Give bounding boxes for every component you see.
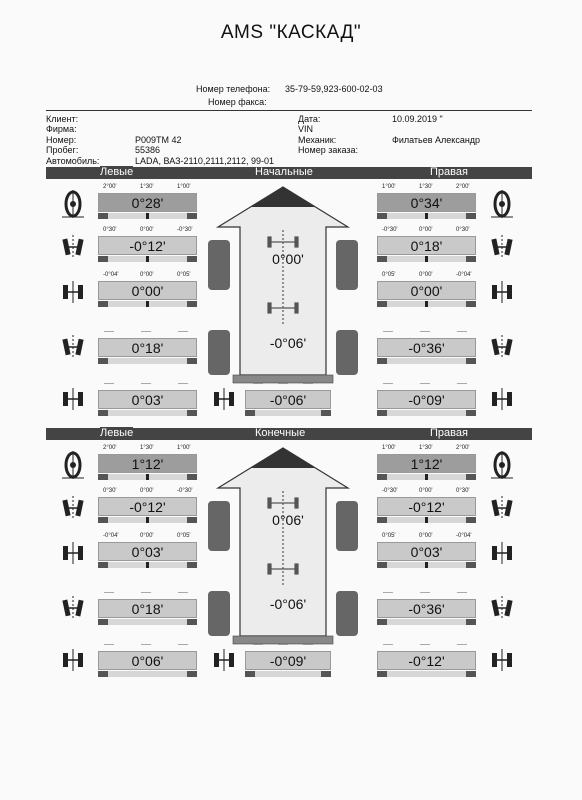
left-rear_camber-tolerance <box>98 619 197 625</box>
section-title: Конечные <box>255 427 306 439</box>
left-scale-label: 2°00' <box>103 184 117 190</box>
thrust-scale-dash: ----- <box>303 381 313 387</box>
right-scale-label: 2°00' <box>456 184 470 190</box>
left-scale-label: 1°30' <box>140 184 154 190</box>
left-toe-icon <box>60 278 86 306</box>
left-rear_toe-icon <box>60 646 86 674</box>
right-camber-value: 1°12' <box>377 454 476 473</box>
left-camber-tolerance <box>98 474 197 480</box>
car-value: LADA, ВАЗ-2110,2111,2112, 99-01 <box>135 156 274 166</box>
right-scale-label: 0°00' <box>419 272 433 278</box>
left-scale-label: 0°00' <box>140 533 154 539</box>
left-caster-value: -0°12' <box>98 236 197 255</box>
right-camber-tolerance <box>377 474 476 480</box>
left-scale-dash: ----- <box>104 590 114 596</box>
right-scale-label: 0°05' <box>382 533 396 539</box>
left-camber-icon <box>60 190 86 218</box>
left-camber-value: 1°12' <box>98 454 197 473</box>
left-scale-dash: ----- <box>141 642 151 648</box>
left-toe-tolerance <box>98 301 197 307</box>
thrust-tolerance <box>245 410 331 416</box>
client-label: Клиент: <box>46 114 79 124</box>
left-scale-dash: ----- <box>104 381 114 387</box>
left-rear_toe-tolerance <box>98 671 197 677</box>
right-scale-dash: ----- <box>383 590 393 596</box>
right-camber-value: 0°34' <box>377 193 476 212</box>
right-scale-label: 1°00' <box>382 445 396 451</box>
right-scale-label: 2°00' <box>456 445 470 451</box>
left-label: Левые <box>100 427 134 439</box>
right-rear_camber-icon <box>489 594 515 622</box>
right-rear_camber-tolerance <box>377 619 476 625</box>
left-toe-tolerance <box>98 562 197 568</box>
left-scale-label: -0°30' <box>177 227 193 233</box>
right-scale-dash: ----- <box>420 329 430 335</box>
right-caster-value: -0°12' <box>377 497 476 516</box>
thrust-left-icon <box>211 385 237 413</box>
right-label: Правая <box>430 427 468 439</box>
thrust-value: -0°06' <box>245 390 331 409</box>
right-rear_camber-value: -0°36' <box>377 338 476 357</box>
right-scale-label: 0°00' <box>419 488 433 494</box>
right-caster-value: 0°18' <box>377 236 476 255</box>
left-scale-label: 0°00' <box>140 272 154 278</box>
right-toe-tolerance <box>377 562 476 568</box>
left-rear_camber-value: 0°18' <box>98 599 197 618</box>
left-caster-icon <box>60 233 86 261</box>
left-scale-label: 0°30' <box>103 227 117 233</box>
left-scale-dash: ----- <box>178 381 188 387</box>
left-camber-tolerance <box>98 213 197 219</box>
left-caster-value: -0°12' <box>98 497 197 516</box>
left-rear_camber-value: 0°18' <box>98 338 197 357</box>
thrust-tolerance <box>245 671 331 677</box>
left-scale-dash: ----- <box>141 329 151 335</box>
left-scale-label: 1°00' <box>177 184 191 190</box>
left-scale-label: -0°04' <box>103 533 119 539</box>
right-camber-icon <box>489 451 515 479</box>
right-label: Правая <box>430 166 468 178</box>
right-rear_camber-tolerance <box>377 358 476 364</box>
right-caster-tolerance <box>377 256 476 262</box>
left-scale-label: 0°00' <box>140 488 154 494</box>
left-scale-label: -0°04' <box>103 272 119 278</box>
car-label: Автомобиль: <box>46 156 100 166</box>
right-scale-dash: ----- <box>457 642 467 648</box>
left-rear_toe-value: 0°06' <box>98 651 197 670</box>
right-scale-label: 0°00' <box>419 533 433 539</box>
right-scale-dash: ----- <box>383 642 393 648</box>
left-camber-value: 0°28' <box>98 193 197 212</box>
right-rear_toe-icon <box>489 385 515 413</box>
thrust-scale-dash: ----- <box>253 642 263 648</box>
left-scale-label: 0°00' <box>140 227 154 233</box>
right-scale-dash: ----- <box>383 329 393 335</box>
left-rear_toe-tolerance <box>98 410 197 416</box>
car-diagram <box>208 185 358 385</box>
thrust-scale-dash: ----- <box>303 642 313 648</box>
right-scale-dash: ----- <box>420 642 430 648</box>
right-scale-label: 1°30' <box>419 184 433 190</box>
car-diagram <box>208 446 358 646</box>
right-scale-label: 0°05' <box>382 272 396 278</box>
left-scale-dash: ----- <box>178 642 188 648</box>
thrust-value: -0°09' <box>245 651 331 670</box>
left-scale-label: 2°00' <box>103 445 117 451</box>
right-toe-value: 0°03' <box>377 542 476 561</box>
vin-label: VIN <box>298 124 314 134</box>
thrust-scale-dash: ----- <box>278 642 288 648</box>
phone-value: 35-79-59,923-600-02-03 <box>285 84 383 94</box>
left-rear_toe-icon <box>60 385 86 413</box>
mechanic-label: Механик: <box>298 135 337 145</box>
right-scale-label: -0°04' <box>456 533 472 539</box>
left-toe-value: 0°00' <box>98 281 197 300</box>
phone-label: Номер телефона: <box>196 84 271 94</box>
rear-total-toe: -0°06' <box>269 596 307 612</box>
right-scale-dash: ----- <box>457 329 467 335</box>
left-caster-icon <box>60 494 86 522</box>
right-toe-icon <box>489 278 515 306</box>
right-toe-icon <box>489 539 515 567</box>
right-rear_toe-value: -0°12' <box>377 651 476 670</box>
number-value: Р009ТМ 42 <box>135 135 182 145</box>
order-label: Номер заказа: <box>298 145 359 155</box>
rear-total-toe: -0°06' <box>269 335 307 351</box>
right-scale-label: 1°00' <box>382 184 396 190</box>
left-rear_camber-icon <box>60 594 86 622</box>
date-label: Дата: <box>298 114 321 124</box>
mileage-label: Пробег: <box>46 145 79 155</box>
firm-label: Фирма: <box>46 124 77 134</box>
right-scale-label: 0°30' <box>456 488 470 494</box>
left-scale-label: 1°30' <box>140 445 154 451</box>
left-scale-label: 0°05' <box>177 533 191 539</box>
right-caster-tolerance <box>377 517 476 523</box>
left-scale-dash: ----- <box>141 381 151 387</box>
thrust-scale-dash: ----- <box>278 381 288 387</box>
section-title: Начальные <box>255 166 313 178</box>
right-scale-label: -0°30' <box>382 488 398 494</box>
left-scale-label: 1°00' <box>177 445 191 451</box>
mechanic-value: Филатьев Александр <box>392 135 481 145</box>
right-scale-dash: ----- <box>420 590 430 596</box>
left-toe-icon <box>60 539 86 567</box>
left-scale-label: -0°30' <box>177 488 193 494</box>
right-rear_toe-value: -0°09' <box>377 390 476 409</box>
left-scale-dash: ----- <box>178 329 188 335</box>
thrust-scale-dash: ----- <box>253 381 263 387</box>
right-scale-dash: ----- <box>457 381 467 387</box>
left-scale-dash: ----- <box>104 329 114 335</box>
right-scale-dash: ----- <box>420 381 430 387</box>
left-scale-label: 0°05' <box>177 272 191 278</box>
right-scale-label: 0°30' <box>456 227 470 233</box>
right-caster-icon <box>489 494 515 522</box>
front-total-toe: 0°00' <box>272 251 304 267</box>
left-rear_camber-icon <box>60 333 86 361</box>
fax-label: Номер факса: <box>208 97 267 107</box>
number-label: Номер: <box>46 135 77 145</box>
right-camber-tolerance <box>377 213 476 219</box>
right-scale-label: -0°30' <box>382 227 398 233</box>
left-rear_toe-value: 0°03' <box>98 390 197 409</box>
left-rear_camber-tolerance <box>98 358 197 364</box>
left-camber-icon <box>60 451 86 479</box>
right-scale-dash: ----- <box>457 590 467 596</box>
left-caster-tolerance <box>98 517 197 523</box>
left-scale-dash: ----- <box>141 590 151 596</box>
left-scale-dash: ----- <box>178 590 188 596</box>
left-scale-label: 0°30' <box>103 488 117 494</box>
left-caster-tolerance <box>98 256 197 262</box>
right-rear_toe-tolerance <box>377 410 476 416</box>
left-label: Левые <box>100 166 134 178</box>
report-title: AMS "КАСКАД" <box>220 22 362 43</box>
right-toe-tolerance <box>377 301 476 307</box>
right-scale-dash: ----- <box>383 381 393 387</box>
right-camber-icon <box>489 190 515 218</box>
right-rear_camber-icon <box>489 333 515 361</box>
right-rear_toe-tolerance <box>377 671 476 677</box>
right-scale-label: -0°04' <box>456 272 472 278</box>
right-caster-icon <box>489 233 515 261</box>
divider <box>46 110 532 111</box>
right-toe-value: 0°00' <box>377 281 476 300</box>
right-scale-label: 0°00' <box>419 227 433 233</box>
left-toe-value: 0°03' <box>98 542 197 561</box>
right-rear_toe-icon <box>489 646 515 674</box>
thrust-left-icon <box>211 646 237 674</box>
front-total-toe: 0°06' <box>272 512 304 528</box>
date-value: 10.09.2019 " <box>392 114 443 124</box>
right-rear_camber-value: -0°36' <box>377 599 476 618</box>
left-scale-dash: ----- <box>104 642 114 648</box>
right-scale-label: 1°30' <box>419 445 433 451</box>
mileage-value: 55386 <box>135 145 161 155</box>
